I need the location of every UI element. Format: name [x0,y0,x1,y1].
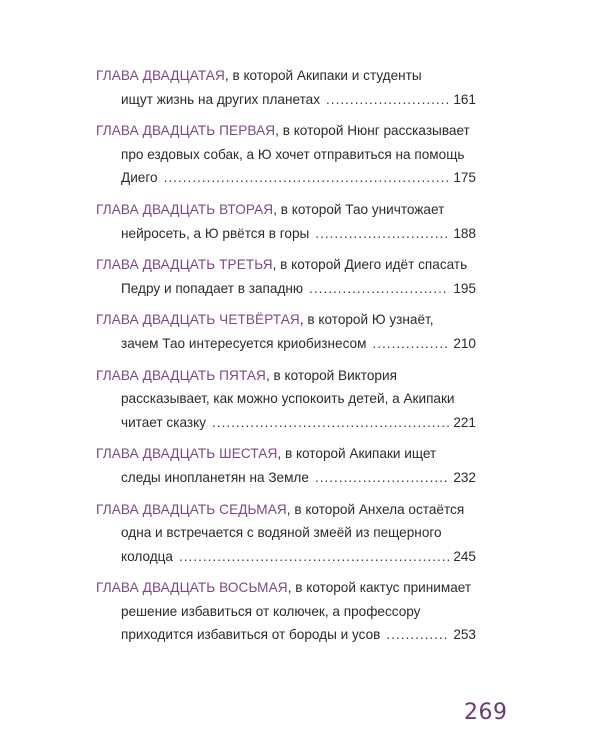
chapter-subtitle-line: зачем Тао интересуется криобизнесом [121,335,367,351]
chapter-subtitle-line: ищут жизнь на других планетах [121,91,321,107]
chapter-subtitle: , в которой Ю узнаёт, [299,312,434,328]
toc-entry-chapter-28[interactable] [96,576,476,647]
chapter-title: ГЛАВА ДВАДЦАТЬ ВТОРАЯ [96,201,274,217]
page-ref: 221 [453,414,476,430]
page-ref: 175 [453,170,476,186]
chapter-subtitle-line: нейросеть, а Ю рвётся в горы [121,225,310,241]
chapter-subtitle-line: Педру и попадает в западню [121,280,304,296]
page-ref: 195 [453,280,476,296]
chapter-subtitle: , в которой Тао уничтожает [273,201,445,217]
toc-entry-chapter-24[interactable] [96,308,476,355]
chapter-subtitle-line: следы инопланетян на Земле [121,469,309,485]
toc-entry-chapter-21[interactable] [96,119,476,190]
chapter-title: ГЛАВА ДВАДЦАТЬ ЧЕТВЁРТАЯ [96,312,300,328]
chapter-subtitle: , в которой Акипаки ищет [277,446,437,462]
chapter-title: ГЛАВА ДВАДЦАТАЯ [96,68,225,83]
chapter-subtitle: , в которой Виктория [265,367,397,383]
chapter-subtitle-line: решение избавиться от колючек, а профессору [121,603,421,619]
toc-entry-chapter-22[interactable] [96,198,476,245]
page-ref: 232 [453,469,476,485]
page-ref: 161 [453,91,476,107]
dot-leader [212,411,449,435]
chapter-subtitle: , в которой Диего идёт спасать [272,257,468,273]
page-ref: 245 [453,548,476,564]
chapter-title: ГЛАВА ДВАДЦАТЬ ПЯТАЯ [96,367,266,383]
chapter-title: ГЛАВА ДВАДЦАТЬ СЕДЬМАЯ [96,501,287,517]
dot-leader [386,623,449,647]
chapter-subtitle-line: приходится избавиться от бороды и усов [121,627,381,643]
dot-leader [372,332,449,356]
chapter-subtitle: , в которой Нюнг рассказывает [275,123,470,139]
chapter-title: ГЛАВА ДВАДЦАТЬ ШЕСТАЯ [96,446,278,462]
chapter-subtitle-line: про ездовых собак, а Ю хочет отправиться на помощь [121,146,465,162]
chapter-subtitle-line: читает сказку [121,414,207,430]
chapter-subtitle-line: Диего [121,170,158,186]
toc-entry-chapter-27[interactable] [96,498,476,569]
chapter-title: ГЛАВА ДВАДЦАТЬ ТРЕТЬЯ [96,257,273,273]
chapter-title: ГЛАВА ДВАДЦАТЬ ПЕРВАЯ [96,123,276,139]
chapter-subtitle-line: колодца [121,548,173,564]
dot-leader [326,88,449,112]
dot-leader [179,545,449,569]
page-ref: 210 [453,335,476,351]
chapter-subtitle: , в которой Анхела остаётся [286,501,465,517]
dot-leader [315,466,449,490]
chapter-subtitle-line: рассказывает, как можно успокоить детей, а Акипаки [121,391,455,407]
table-of-contents [96,64,476,655]
page-number: 269 [464,700,508,725]
toc-entry-chapter-20[interactable] [96,64,476,111]
page-ref: 253 [453,627,476,643]
chapter-subtitle: , в которой кактус принимает [287,580,472,596]
page-ref: 188 [453,225,476,241]
chapter-title: ГЛАВА ДВАДЦАТЬ ВОСЬМАЯ [96,580,288,596]
dot-leader [315,222,449,246]
chapter-subtitle-line: одна и встречается с водяной змеёй из пещерного [121,525,442,541]
toc-entry-chapter-25[interactable] [96,364,476,435]
toc-entry-chapter-23[interactable] [96,253,476,300]
dot-leader [309,277,449,301]
chapter-subtitle: , в которой Акипаки и студенты [224,68,422,83]
toc-entry-chapter-26[interactable] [96,442,476,489]
dot-leader [164,166,450,190]
